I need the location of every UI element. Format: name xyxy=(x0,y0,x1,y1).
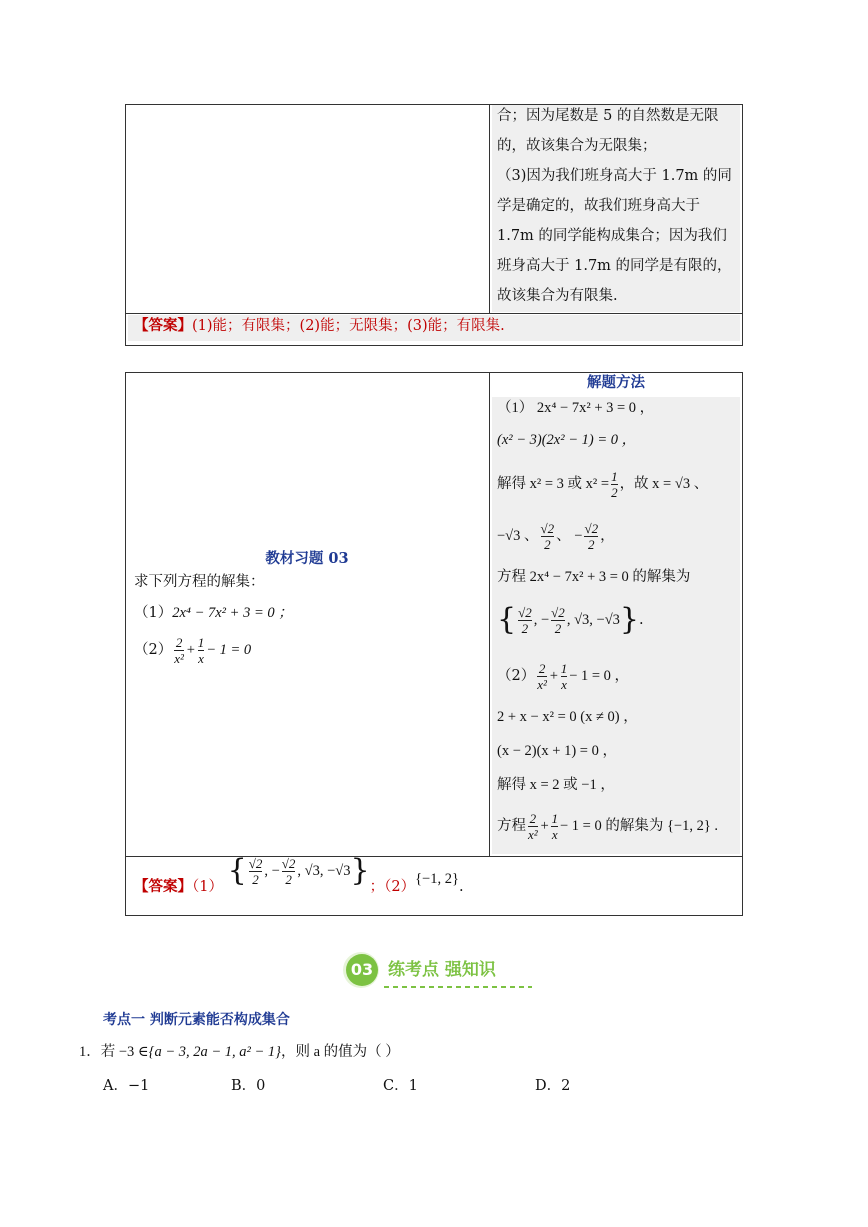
table-1-divider xyxy=(489,104,490,313)
fraction: $\frac{1}{x}$ xyxy=(197,634,205,666)
problem-2-label: （2） xyxy=(134,642,173,658)
fraction: $\frac{√2}{2}$ xyxy=(584,520,599,552)
answer-text: (1)能；有限集；(2)能；无限集；(3)能；有限集. xyxy=(192,318,505,334)
table-2-answer: 【答案】（1） { $\frac{√2}{2}$ , − $\frac{√2}{2}$ , √3, −√3}；（2）{−1, 2}. xyxy=(134,853,464,895)
fraction: $\frac{√2}{2}$ xyxy=(540,520,555,552)
question-1-stem: 1．若 −3 ∈{a − 3, 2a − 1, a² − 1}，则 a 的值为（ ） xyxy=(79,1044,400,1060)
method-title: 解题方法 xyxy=(587,374,645,391)
problem-1-equation: 2x⁴ − 7x² + 3 = 0 ； xyxy=(172,605,293,621)
method-step: （2） $\frac{2}{\text{x²}}$ + $\frac{1}{x}$ − 1 = 0 ， xyxy=(497,660,630,692)
problem-intro: 求下列方程的解集： xyxy=(134,574,265,590)
solution-line: 班身高大于 1.7m 的同学是有限的， xyxy=(497,258,732,274)
problem-1 xyxy=(134,603,293,623)
section-badge xyxy=(342,950,537,992)
problem-1-label: （1） xyxy=(134,605,173,621)
problem-title: 教材习题 03 xyxy=(265,550,349,567)
fraction: $\frac{2}{\text{x²}}$ xyxy=(174,634,184,666)
solution-line: 合；因为尾数是 5 的自然数是无限 xyxy=(497,108,719,124)
fraction: $\frac{√2}{2}$ xyxy=(281,855,296,887)
method-step: （1） 2x⁴ − 7x² + 3 = 0 ， xyxy=(497,400,655,416)
fraction: $\frac{√2}{2}$ xyxy=(518,604,532,636)
solution-line: 的，故该集合为无限集； xyxy=(497,138,657,154)
kaodian-title: 考点一 判断元素能否构成集合 xyxy=(103,1012,290,1028)
answer-tag: 【答案】 xyxy=(134,317,192,334)
solution-line: 故该集合为有限集. xyxy=(497,288,618,304)
method-step: { $\frac{√2}{2}$ , − $\frac{√2}{2}$ , √3, −√3}. xyxy=(497,602,644,637)
solution-line: 学是确定的，故我们班身高大于 xyxy=(497,198,700,214)
option-a[interactable]: A．−1 xyxy=(103,1078,150,1094)
problem-2: （2） $\frac{2}{\text{x²}}$ + $\frac{1}{x}$ − 1 = 0 xyxy=(134,634,252,666)
method-step: (x − 2)(x + 1) = 0 ， xyxy=(497,743,617,759)
method-step: (x² − 3)(2x² − 1) = 0 ， xyxy=(497,432,637,448)
table-1-answer-divider xyxy=(125,313,743,314)
option-b[interactable]: B．0 xyxy=(231,1078,266,1094)
option-d[interactable]: D．2 xyxy=(535,1078,571,1094)
fraction: $\frac{√2}{2}$ xyxy=(248,855,263,887)
method-step: 方程 $\frac{2}{\text{x²}}$ + $\frac{1}{x}$ − 1 = 0 的解集为 {−1, 2} . xyxy=(497,810,719,842)
fraction: $\frac{2}{\text{x²}}$ xyxy=(528,810,538,842)
table-2-divider xyxy=(489,372,490,856)
solution-line: 1.7m 的同学能构成集合；因为我们 xyxy=(497,228,727,244)
solution-line: （3)因为我们班身高大于 1.7m 的同 xyxy=(497,168,732,184)
method-step: 解得 x = 2 或 −1 ， xyxy=(497,777,615,793)
section-number: 03 xyxy=(350,960,374,979)
option-c[interactable]: C．1 xyxy=(383,1078,418,1094)
fraction: $\frac{√2}{2}$ xyxy=(551,604,565,636)
fraction: $\frac{1}{x}$ xyxy=(551,810,558,842)
method-step: 解得 x² = 3 或 x² = $\frac{1}{2}$ ，故 x = √3 、 xyxy=(497,468,709,500)
answer-tag: 【答案】 xyxy=(134,878,192,895)
method-step: 方程 2x⁴ − 7x² + 3 = 0 的解集为 xyxy=(497,569,691,585)
fraction: $\frac{1}{x}$ xyxy=(560,660,568,692)
fraction: $\frac{2}{\text{x²}}$ xyxy=(537,660,547,692)
section-title: 练考点 强知识 xyxy=(388,960,496,980)
table-1-answer xyxy=(134,316,505,336)
fraction: $\frac{1}{2}$ xyxy=(611,468,618,500)
table-2-answer-divider xyxy=(125,856,743,857)
method-step: −√3 、 $\frac{√2}{2}$ 、 − $\frac{√2}{2}$ ， xyxy=(497,520,615,552)
method-step: 2 + x − x² = 0 (x ≠ 0) ， xyxy=(497,709,638,725)
